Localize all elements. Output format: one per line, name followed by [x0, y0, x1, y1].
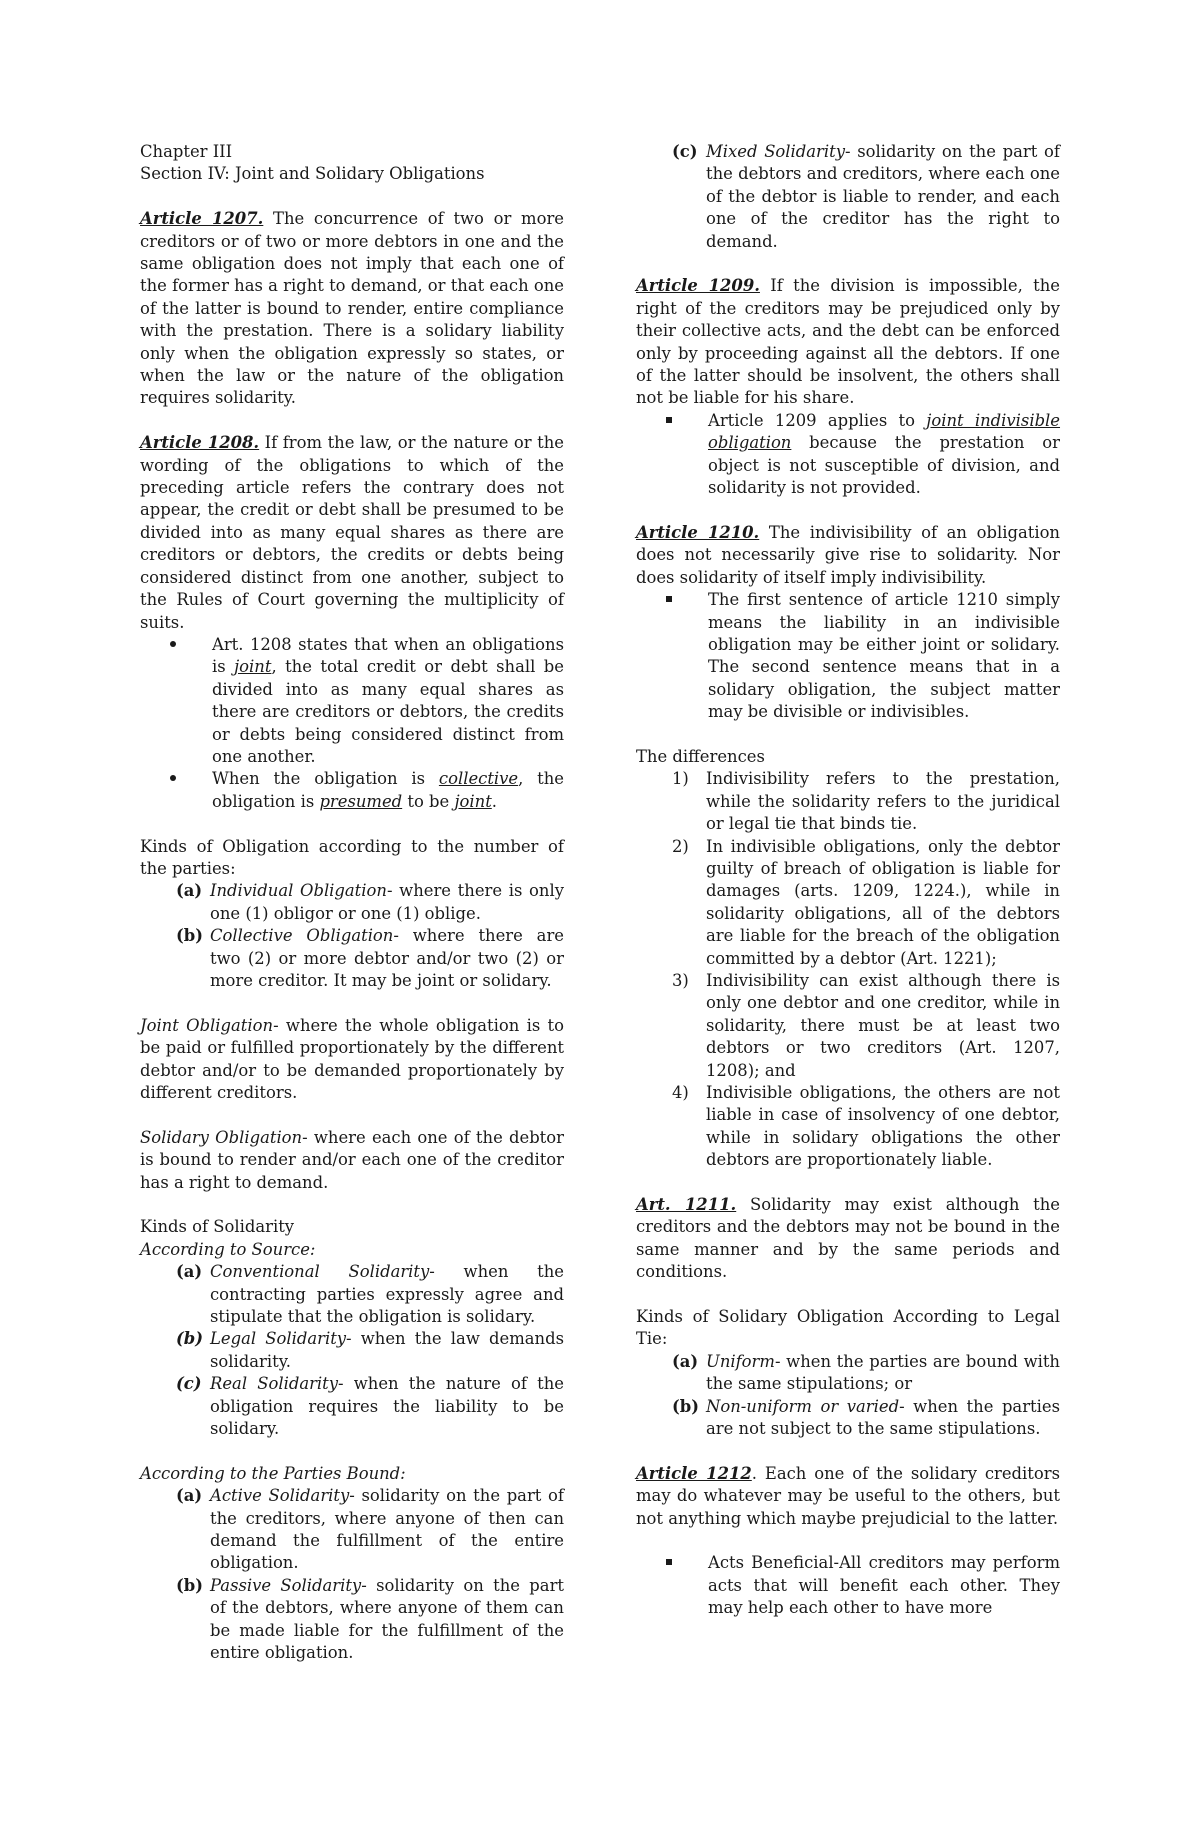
solidarity-parties-list — [140, 1485, 564, 1664]
article-1212-heading: Article 1212 — [636, 1463, 752, 1483]
article-1211-text: Solidarity may exist although the creditors and the debtors may not be bound in the same manner and by the same periods and conditions. — [636, 1195, 1060, 1282]
bullet-icon — [170, 641, 176, 647]
kinds-by-number-list — [140, 880, 564, 992]
mixed-solidarity-list — [636, 141, 1060, 253]
kinds-by-number-heading: Kinds of Obligation according to the number of the parties: — [140, 836, 564, 878]
list-item: 4) Indivisible obligations, the others are not liable in case of insolvency of one debtor, while in solidary obligations the other debtors are proportionately liable. — [672, 1083, 1060, 1170]
article-1209-heading: Article 1209. — [636, 276, 760, 296]
article-1208 — [140, 432, 564, 634]
according-to-source-heading: According to Source: — [140, 1239, 316, 1259]
square-bullet-icon — [666, 596, 672, 602]
article-1210-bullets — [636, 589, 1060, 723]
article-1210 — [636, 522, 1060, 589]
list-item: 3) Indivisibility can exist although there is only one debtor and one creditor, while in solidarity, there must be at least two debtors or two creditors (Art. 1207, 1208); and — [672, 970, 1060, 1080]
article-1207-heading: Article 1207. — [140, 209, 264, 229]
section-heading: Section IV: Joint and Solidary Obligations — [140, 164, 485, 184]
list-item: Acts Beneficial-All creditors may perform acts that will benefit each other. They may help each other to have more — [636, 1552, 1060, 1619]
list-item: When the obligation is collective, the obligation is presumed to be joint. — [140, 768, 564, 813]
article-1210-heading: Article 1210. — [636, 522, 760, 542]
list-item: (a) Active Solidarity- solidarity on the part of the creditors, where anyone of then can demand the fulfillment of the entire obligation. — [176, 1486, 564, 1573]
list-item: (a) Individual Obligation- where there is only one (1) obligor or one (1) oblige. — [176, 881, 564, 923]
list-item: 2) In indivisible obligations, only the debtor guilty of breach of obligation is liable for damages (arts. 1209, 1224.), while in solidarity obligations, all of the debtors are liable for the breach of the obligation committed by a debtor (Art. 1221); — [672, 836, 1060, 968]
list-item: (a) Uniform- when the parties are bound with the same stipulations; or — [672, 1351, 1060, 1394]
list-item: (b) Collective Obligation- where there are two (2) or more debtor and/or two (2) or more creditor. It may be joint or solidary. — [176, 926, 564, 990]
article-1212-bullets — [636, 1552, 1060, 1619]
article-1212-text: . Each one of the solidary creditors may do whatever may be useful to the others, but not anything which maybe prejudicial to the latter. — [636, 1463, 1060, 1528]
list-item: (c) Real Solidarity- when the nature of the obligation requires the liability to be solidary. — [176, 1374, 564, 1439]
list-item: (b) Passive Solidarity- solidarity on the part of the debtors, where anyone of them can be made liable for the fulfillment of the entire obligation. — [176, 1575, 564, 1663]
article-1208-heading: Article 1208. — [140, 433, 260, 453]
article-1212 — [636, 1463, 1060, 1530]
left-column — [140, 141, 564, 1665]
list-item: (c) Mixed Solidarity- solidarity on the part of the debtors and creditors, where each one of the debtor is liable to render, and each one of the creditor has the right to demand. — [672, 142, 1060, 251]
article-1211-heading: Art. 1211. — [636, 1195, 737, 1215]
article-1207 — [140, 208, 564, 410]
list-item: 1) Indivisibility refers to the prestation, while the solidarity refers to the juridical or legal tie that binds tie. — [672, 769, 1060, 834]
according-to-parties-heading: According to the Parties Bound: — [140, 1463, 406, 1483]
list-item: Art. 1208 states that when an obligations is joint, the total credit or debt shall be divided into as many equal shares as there are creditors or debtors, the credits or debts being considered distinct from one another. — [140, 634, 564, 768]
kinds-by-legal-tie-list — [636, 1351, 1060, 1441]
article-1211 — [636, 1194, 1060, 1284]
differences-list — [636, 768, 1060, 1171]
list-item: (b) Non-uniform or varied- when the parties are not subject to the same stipulations. — [672, 1396, 1060, 1439]
article-1209-text: If the division is impossible, the right of the creditors may be prejudiced only by their collective acts, and the debt can be enforced only by proceeding against all the debtors. If one of the latter should be insolvent, the others shall not be liable for his share. — [636, 276, 1060, 408]
chapter-heading: Chapter III — [140, 142, 233, 161]
list-item: Article 1209 applies to joint indivisible obligation because the prestation or object is not susceptible of division, and solidarity is not provided. — [636, 410, 1060, 500]
right-column — [636, 141, 1060, 1620]
kinds-of-solidarity-heading: Kinds of Solidarity — [140, 1217, 295, 1237]
kinds-by-legal-tie-heading: Kinds of Solidary Obligation According to Legal Tie: — [636, 1307, 1060, 1349]
joint-obligation-definition: Joint Obligation- where the whole obligation is to be paid or fulfilled proportionately by the different debtor and/or to be demanded proportionately by different creditors. — [140, 1015, 564, 1102]
square-bullet-icon — [666, 417, 672, 423]
differences-heading: The differences — [636, 746, 765, 766]
article-1208-text: If from the law, or the nature or the wording of the obligations to which of the preceding article refers the contrary does not appear, the credit or debt shall be presumed to be divided into as many equal shares as there are creditors or debtors, the credits or debts being considered distinct from one another, subject to the Rules of Court governing the multiplicity of suits. — [140, 433, 564, 632]
article-1209-bullets — [636, 410, 1060, 500]
solidarity-source-list — [140, 1261, 564, 1440]
list-item: (a) Conventional Solidarity- when the contracting parties expressly agree and stipulate that the obligation is solidary. — [176, 1262, 564, 1327]
list-item: (b) Legal Solidarity- when the law demands solidarity. — [176, 1329, 564, 1371]
article-1209 — [636, 275, 1060, 409]
solidary-obligation-definition: Solidary Obligation- where each one of the debtor is bound to render and/or each one of the creditor has a right to demand. — [140, 1127, 564, 1192]
bullet-icon — [170, 775, 176, 781]
list-item: The first sentence of article 1210 simply means the liability in an indivisible obligation may be either joint or solidary. The second sentence means that in a solidary obligation, the subject matter may be divisible or indivisibles. — [636, 589, 1060, 723]
square-bullet-icon — [666, 1559, 672, 1565]
article-1210-text: The indivisibility of an obligation does not necessarily give rise to solidarity. Nor does solidarity of itself imply indivisibility. — [636, 522, 1060, 587]
article-1207-text: The concurrence of two or more creditors or of two or more debtors in one and the same obligation does not imply that each one of the former has a right to demand, or that each one of the latter is bound to render, entire compliance with the prestation. There is a solidary liability only when the obligation expressly so states, or when the law or the nature of the obligation requires solidarity. — [140, 209, 564, 408]
article-1208-bullets — [140, 634, 564, 813]
